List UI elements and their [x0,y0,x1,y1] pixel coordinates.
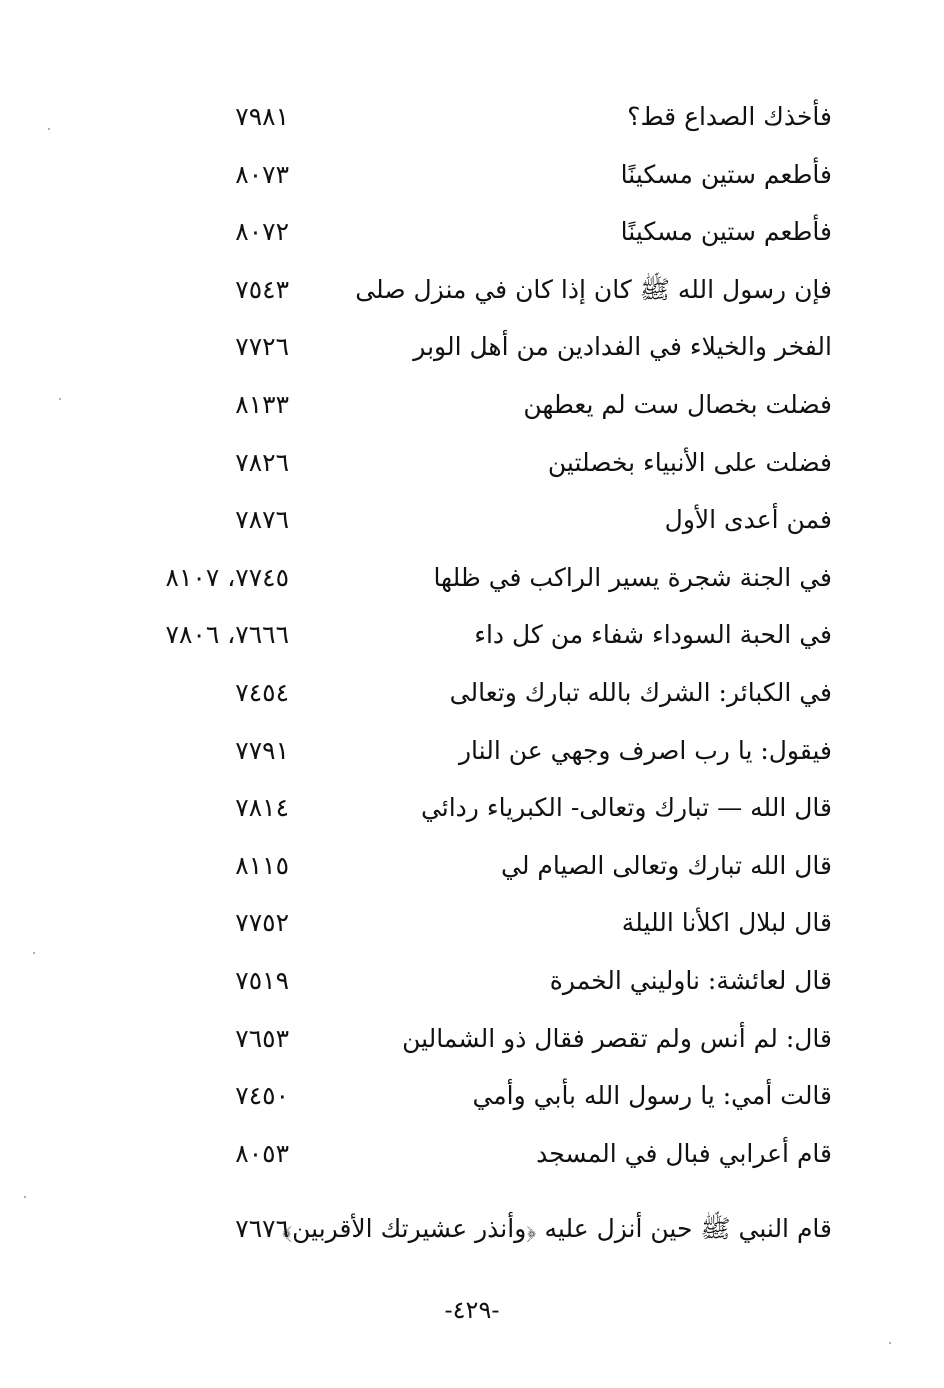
hadith-incipit: في الحبة السوداء شفاء من كل داء [474,620,832,650]
index-entry [0,378,944,436]
page-number: -٤٢٩- [444,1296,500,1324]
hadith-number: ٧٧٥٢ [235,908,289,938]
index-entry [0,781,944,839]
hadith-incipit: فإن رسول الله ﷺ كان إذا كان في منزل صلى [355,274,832,304]
index-entry [0,666,944,724]
hadith-incipit: قال الله تبارك وتعالى الصيام لي [500,850,832,880]
index-entry [0,493,944,551]
index-entry [0,436,944,494]
index-entry [0,954,944,1012]
scan-speck [48,128,50,130]
hadith-number: ٧٤٥٠ [235,1081,289,1111]
index-entry [0,1202,944,1260]
hadith-number: ٧٨١٤ [235,793,289,823]
index-entry [0,1069,944,1127]
hadith-number: ٧٧٢٦ [235,332,289,362]
hadith-number: ٧٦٦٦، ٧٨٠٦ [165,620,289,650]
index-entry [0,839,944,897]
hadith-number: ٨٠٥٣ [235,1138,289,1168]
hadith-number: ٧٥٤٣ [235,274,289,304]
hadith-incipit: قال الله — تبارك وتعالى- الكبرياء ردائي [420,793,832,823]
index-entry [0,205,944,263]
index-entry [0,1127,944,1185]
hadith-number: ٧٥١٩ [235,965,289,995]
hadith-number: ٧٨٢٦ [235,447,289,477]
index-entry [0,148,944,206]
index-entry [0,1012,944,1070]
index-entry [0,90,944,148]
hadith-number: ٨٠٧٣ [235,159,289,189]
hadith-incipit: قال لعائشة: ناوليني الخمرة [549,965,832,995]
scan-speck [59,398,61,400]
hadith-incipit: فضلت بخصال ست لم يعطهن [523,389,832,419]
scan-speck [24,1196,26,1198]
hadith-incipit: فأطعم ستين مسكينًا [620,159,832,189]
hadith-incipit: فضلت على الأنبياء بخصلتين [547,447,832,477]
hadith-number: ٧٦٧٦ [235,1214,289,1244]
index-entry [0,896,944,954]
hadith-number: ٨١١٥ [235,850,289,880]
hadith-incipit: في الجنة شجرة يسير الراكب في ظلها [433,562,832,592]
hadith-number: ٧٦٥٣ [235,1023,289,1053]
index-entry [0,263,944,321]
hadith-incipit: قام أعرابي فبال في المسجد [536,1138,832,1168]
index-entry [0,551,944,609]
hadith-number: ٨١٣٣ [235,389,289,419]
hadith-incipit: قام النبي ﷺ حين أنزل عليه ﴿وأنذر عشيرتك الأقربين﴾ [281,1214,832,1244]
hadith-incipit: قال: لم أنس ولم تقصر فقال ذو الشمالين [402,1023,832,1053]
hadith-number: ٧٧٤٥، ٨١٠٧ [165,562,289,592]
scan-speck [889,1342,891,1344]
hadith-number: ٧٨٧٦ [235,505,289,535]
index-entry [0,608,944,666]
index-entry [0,320,944,378]
hadith-number: ٧٤٥٤ [235,677,289,707]
index-entry [0,724,944,782]
hadith-incipit: فأخذك الصداع قط؟ [627,102,832,131]
scan-speck [33,952,35,954]
hadith-incipit: فمن أعدى الأول [664,505,832,535]
hadith-incipit: فيقول: يا رب اصرف وجهي عن النار [458,735,832,765]
hadith-number: ٧٧٩١ [235,735,289,765]
hadith-incipit: في الكبائر: الشرك بالله تبارك وتعالى [449,677,832,707]
hadith-incipit: قال لبلال اكلأنا الليلة [621,908,832,938]
hadith-number: ٧٩٨١ [235,102,289,131]
hadith-incipit: الفخر والخيلاء في الفدادين من أهل الوبر [413,332,832,362]
hadith-incipit: فأطعم ستين مسكينًا [620,217,832,247]
hadith-index-list [0,90,944,1260]
hadith-incipit: قالت أمي: يا رسول الله بأبي وأمي [472,1081,832,1111]
hadith-number: ٨٠٧٢ [235,217,289,247]
